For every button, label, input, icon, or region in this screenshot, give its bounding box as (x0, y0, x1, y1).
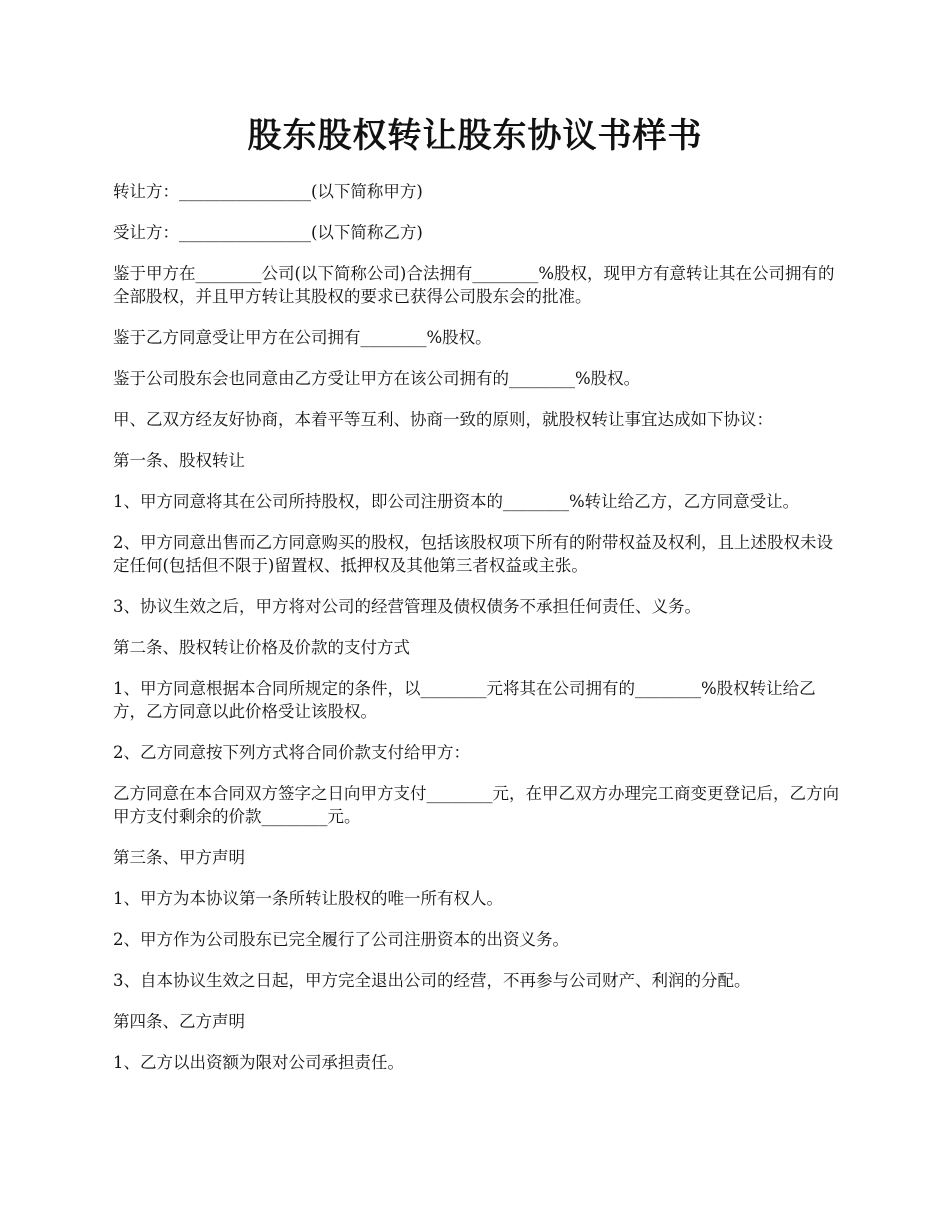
article-2-heading: 第二条、股权转让价格及价款的支付方式 (113, 638, 410, 657)
article-2-payment-terms: 乙方同意在本合同双方签字之日向甲方支付________元，在甲乙双方办理完工商变更登记后，乙方向甲方支付剩余的价款________元。 (113, 784, 839, 826)
article-3-heading: 第三条、甲方声明 (113, 848, 245, 867)
paragraph-recital-3: 鉴于公司股东会也同意由乙方受让甲方在该公司拥有的________%股权。 (113, 369, 641, 388)
article-1-heading: 第一条、股权转让 (113, 451, 245, 470)
article-4-clause-1: 1、乙方以出资额为限对公司承担责任。 (113, 1053, 404, 1072)
article-3-clause-1: 1、甲方为本协议第一条所转让股权的唯一所有权人。 (113, 889, 503, 908)
article-1-clause-2: 2、甲方同意出售而乙方同意购买的股权，包括该股权项下所有的附带权益及权利，且上述股权未设定任何(包括但不限于)留置权、抵押权及其他第三者权益或主张。 (113, 533, 833, 575)
paragraph-agreement-intro: 甲、乙双方经友好协商，本着平等互利、协商一致的原则，就股权转让事宜达成如下协议： (113, 410, 773, 429)
article-4-heading: 第四条、乙方声明 (113, 1012, 245, 1031)
article-2-clause-2: 2、乙方同意按下列方式将合同价款支付给甲方： (113, 743, 470, 762)
document-title: 股东股权转让股东协议书样书 (247, 116, 703, 156)
article-1-clause-3: 3、协议生效之后，甲方将对公司的经营管理及债权债务不承担任何责任、义务。 (113, 597, 701, 616)
paragraph-transferee: 受让方：________________(以下简称乙方) (113, 223, 423, 242)
article-3-clause-3: 3、自本协议生效之日起，甲方完全退出公司的经营，不再参与公司财产、利润的分配。 (113, 971, 751, 990)
document-body (113, 180, 848, 1092)
paragraph-recital-1: 鉴于甲方在________公司(以下简称公司)合法拥有________%股权，现甲方有意转让其在公司拥有的全部股权，并且甲方转让其股权的要求已获得公司股东会的批准。 (113, 264, 835, 306)
article-2-clause-1: 1、甲方同意根据本合同所规定的条件，以________元将其在公司拥有的________%股权转让给乙方，乙方同意以此价格受让该股权。 (113, 679, 816, 721)
article-3-clause-2: 2、甲方作为公司股东已完全履行了公司注册资本的出资义务。 (113, 930, 569, 949)
paragraph-transferor: 转让方：________________(以下简称甲方) (113, 182, 423, 201)
paragraph-recital-2: 鉴于乙方同意受让甲方在公司拥有________%股权。 (113, 328, 492, 347)
article-1-clause-1: 1、甲方同意将其在公司所持股权，即公司注册资本的________%转让给乙方，乙方同意受让。 (113, 492, 800, 511)
